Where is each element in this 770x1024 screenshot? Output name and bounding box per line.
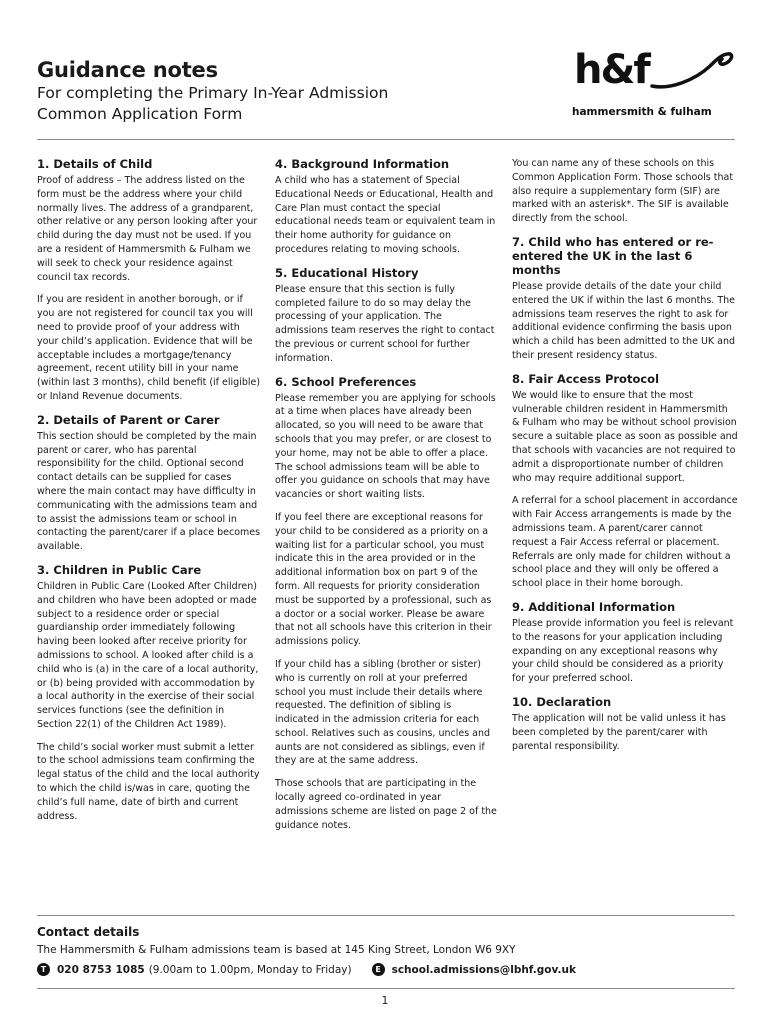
- section-paragraph: If you are resident in another borough, or if you are not registered for council tax you will need to provide proof of your address with your child’s application. Evidence that will be acceptable includes a mortgage/tenancy agreement, recent utility bill in your name (within last 3 months), child benefit (if eligible) or Inland Revenue documents.: [37, 294, 261, 402]
- section-paragraph: We would like to ensure that the most vulnerable children resident in Hammersmith & Fulham who may be without school provision secure a suitable place as soon as possible and that schools with vacancies are not required to admit a disproportionate number of children who may require additional support.: [512, 389, 738, 484]
- document-title: Guidance notes: [37, 58, 218, 82]
- footer-divider: [37, 988, 735, 989]
- document-subtitle: For completing the Primary In-Year Admission Common Application Form: [37, 84, 389, 123]
- section-paragraph: Please ensure that this section is fully completed failure to do so may delay the processing of your application. The admissions team reserves the right to contact the previous or current school for further information.: [275, 283, 495, 364]
- logo-swoosh-icon: [650, 50, 735, 92]
- section-paragraph: Please provide details of the date your child entered the UK if within the last 6 months. The admissions team reserves the right to ask for additional evidence confirming the basis upon which a child has been admitted to the UK and their present residency status.: [512, 280, 736, 361]
- section-heading: 1. Details of Child: [37, 157, 153, 171]
- section-details-of-child: [37, 157, 262, 404]
- logo-text: hammersmith & fulham: [572, 106, 712, 118]
- phone-number[interactable]: 020 8753 1085: [57, 963, 145, 976]
- section-heading: 4. Background Information: [275, 157, 450, 171]
- section-declaration: [512, 695, 738, 753]
- section-paragraph: If you feel there are exceptional reasons for your child to be considered as a priority on a waiting list for a particular school, you must indicate this in the area provided or in the additional information box on part 9 of the form. All requests for priority consideration must be supported by a professional, such as a doctor or a social worker. Please be aware that not all schools have this criterion in their admissions policy.: [275, 511, 492, 648]
- section-heading: 3. Children in Public Care: [37, 562, 202, 577]
- section-school-preferences-continued: [512, 157, 738, 226]
- section-paragraph: The child’s social worker must submit a letter to the school admissions team confirming the legal status of the child and the local authority to which the child is/was in care, quoting the child’s full name, date of birth and current address.: [37, 741, 260, 822]
- section-paragraph: This section should be completed by the main parent or carer, who has parental responsibility for the child. Optional second contact details can be supplied for cases where the main contact may have difficulty in communicating with the admissions team and to assist the admissions team or school in contacting the parent/carer if a place becomes available.: [37, 430, 261, 553]
- section-entered-uk: [512, 235, 738, 363]
- section-heading: 6. School Preferences: [275, 374, 417, 389]
- section-paragraph: Those schools that are participating in the locally agreed co-ordinated in year admissions scheme are listed on page 2 of the guidance notes.: [275, 778, 497, 831]
- section-heading: 5. Educational History: [275, 265, 419, 280]
- contact-heading: Contact details: [37, 925, 140, 939]
- section-heading: 2. Details of Parent or Carer: [37, 412, 220, 427]
- section-heading: 10. Declaration: [512, 694, 612, 709]
- section-paragraph: Please remember you are applying for schools at a time when places have already been allocated, so you will need to be aware that schools that you may prefer, or are closest to your home, may not be able to offer a place. The school admissions team will be able to offer you guidance on schools that may have vacancies or short waiting lists.: [275, 392, 496, 501]
- section-heading: 9. Additional Information: [512, 599, 676, 614]
- section-educational-history: [275, 266, 497, 366]
- section-paragraph: A child who has a statement of Special Educational Needs or Educational, Health and Care Plan must contact the special educational needs team or equivalent team in their home authority for guidance on procedures relating to moving schools.: [275, 175, 496, 255]
- section-paragraph: Please provide information you feel is relevant to the reasons for your application including expanding on any exceptional reasons why your child should be considered as a priority for your preferred school.: [512, 617, 734, 685]
- section-paragraph: Children in Public Care (Looked After Children) and children who have been adopted or made subject to a residence order or special guardianship order immediately following having been looked after receive priority for admissions to school. A looked after child is a child who is (a) in the care of a local authority, or (b) being provided with accommodation by a local authority in the exercise of their social services functions (see the definition in Section 22(1) of the Children Act 1989).: [37, 580, 259, 730]
- page-number: 1: [381, 995, 389, 1007]
- logo-mark: h&f: [574, 47, 649, 93]
- column-1: [37, 157, 262, 832]
- section-paragraph: The application will not be valid unless it has been completed by the parent/carer with parental responsibility.: [512, 712, 726, 752]
- section-paragraph: If your child has a sibling (brother or sister) who is currently on roll at your preferred school you must include their details where requested. The definition of sibling is indicated in the admission criteria for each school. Relatives such as cousins, uncles and aunts are not considered as siblings, even if they are at the same address.: [275, 658, 491, 767]
- email-icon: E: [372, 963, 385, 976]
- section-heading: 8. Fair Access Protocol: [512, 371, 660, 386]
- section-background-information: [275, 157, 497, 257]
- email-group: [372, 963, 576, 976]
- header-divider: [37, 139, 735, 140]
- section-paragraph: You can name any of these schools on this Common Application Form. Those schools that also require a supplementary form (SIF) are marked with an asterisk*. The SIF is available directly from the school.: [512, 158, 734, 225]
- contact-address: The Hammersmith & Fulham admissions team is based at 145 King Street, London W6 9XY: [37, 944, 516, 956]
- section-paragraph: A referral for a school placement in accordance with Fair Access arrangements is made by the admissions team. A parent/carer cannot request a Fair Access referral or placement. Referrals are only made for children without a school place and they will only be offered a school place in their home borough.: [512, 495, 738, 590]
- section-additional-information: [512, 600, 738, 686]
- email-link[interactable]: school.admissions@lbhf.gov.uk: [391, 963, 576, 976]
- contact-row: [37, 963, 737, 976]
- section-fair-access-protocol: [512, 372, 738, 591]
- contact-details: [37, 925, 737, 976]
- hf-logo: [572, 47, 734, 122]
- column-3: [512, 157, 738, 762]
- section-heading: 7. Child who has entered or re-entered the UK in the last 6 months: [512, 234, 714, 277]
- phone-icon: T: [37, 963, 50, 976]
- section-school-preferences: [275, 375, 497, 833]
- section-paragraph: Proof of address – The address listed on the form must be the address where your child normally lives. The address of a grandparent, other relative or any person looking after your child during the day must not be used. If you are a resident of Hammersmith & Fulham we will seek to check your residence against council tax records.: [37, 175, 258, 283]
- phone-hours: (9.00am to 1.00pm, Monday to Friday): [148, 963, 352, 976]
- contact-divider: [37, 915, 735, 916]
- section-parent-or-carer: [37, 413, 262, 554]
- column-2: [275, 157, 497, 841]
- section-children-in-public-care: [37, 563, 262, 824]
